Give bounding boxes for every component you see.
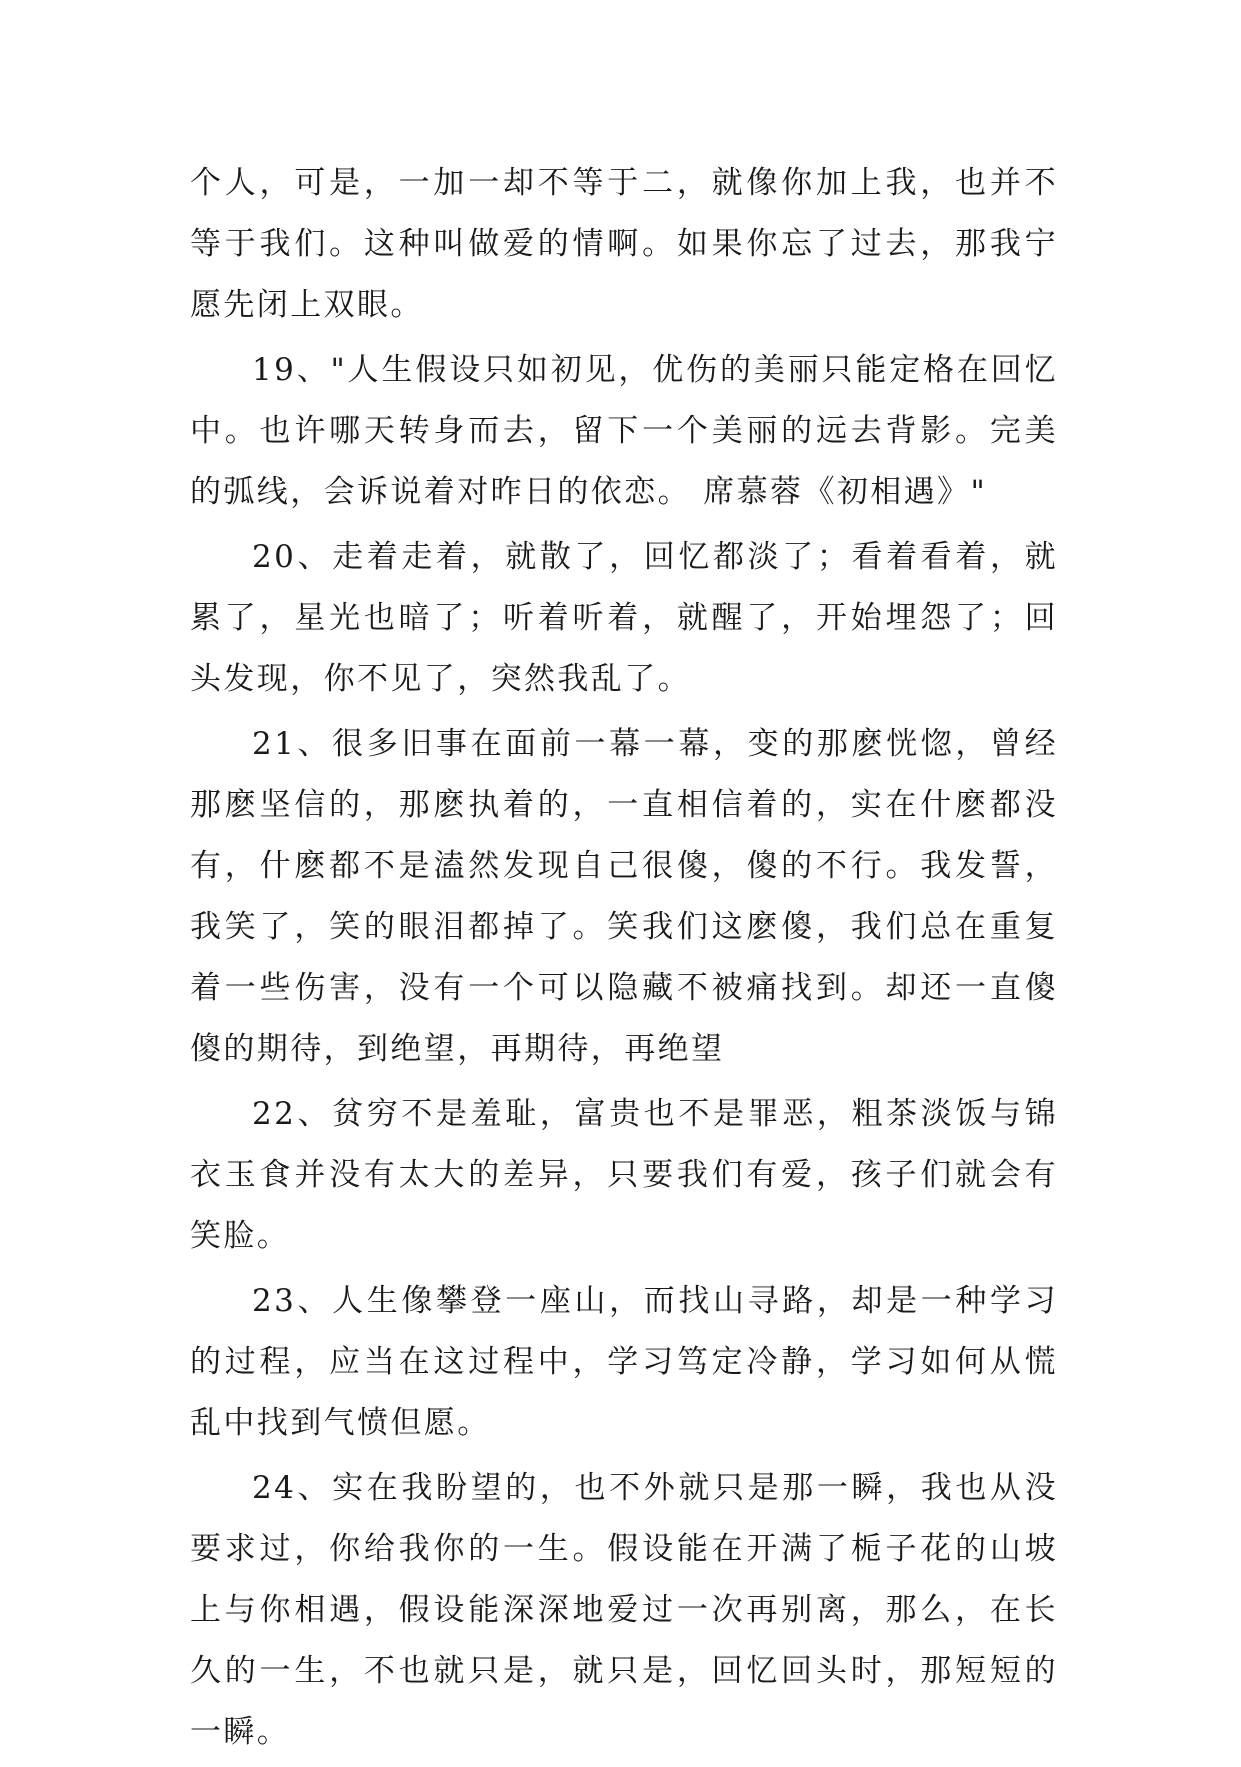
paragraph-continued: 个人，可是，一加一却不等于二，就像你加上我，也并不等于我们。这种叫做爱的情啊。如果你忘了过去，那我宁愿先闭上双眼。 xyxy=(190,165,1058,323)
paragraph-22: 22、贫穷不是羞耻，富贵也不是罪恶，粗茶淡饭与锦衣玉食并没有太大的差异，只要我们有爱，孩子们就会有笑脸。 xyxy=(190,1096,1058,1254)
document-body xyxy=(190,153,1058,1767)
paragraph-20: 20、走着走着，就散了，回忆都淡了；看着看着，就累了，星光也暗了；听着听着，就醒了，开始埋怨了；回头发现，你不见了，突然我乱了。 xyxy=(190,539,1058,697)
paragraph-24: 24、实在我盼望的，也不外就只是那一瞬，我也从没要求过，你给我你的一生。假设能在开满了栀子花的山坡上与你相遇，假设能深深地爱过一次再别离，那么，在长久的一生，不也就只是，就只是，回忆回头时，那短短的一瞬。 xyxy=(190,1470,1058,1750)
paragraph-21: 21、很多旧事在面前一幕一幕，变的那麽恍惚，曾经那麽坚信的，那麽执着的，一直相信着的，实在什麽都没有，什麽都不是溘然发现自己很傻，傻的不行。我发誓，我笑了，笑的眼泪都掉了。笑我们这麽傻，我们总在重复着一些伤害，没有一个可以隐藏不被痛找到。却还一直傻傻的期待，到绝望，再期待，再绝望 xyxy=(190,726,1058,1067)
paragraph-19: 19、"人生假设只如初见，优伤的美丽只能定格在回忆中。也许哪天转身而去，留下一个美丽的远去背影。完美的弧线，会诉说着对昨日的依恋。 席慕蓉《初相遇》" xyxy=(190,352,1058,510)
paragraph-23: 23、人生像攀登一座山，而找山寻路，却是一种学习的过程，应当在这过程中，学习笃定冷静，学习如何从慌乱中找到气愤但愿。 xyxy=(190,1283,1058,1441)
